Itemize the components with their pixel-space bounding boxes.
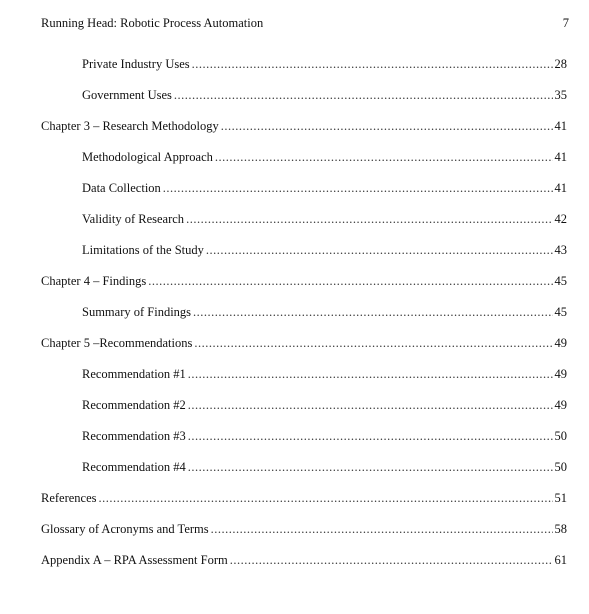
toc-entry-page: 58 xyxy=(554,522,567,536)
toc-entry-label: Methodological Approach xyxy=(82,150,213,164)
toc-entry[interactable] xyxy=(82,88,567,103)
toc-entry-page: 49 xyxy=(554,398,567,412)
page-number: 7 xyxy=(562,16,569,30)
toc-entry-label: Data Collection xyxy=(82,181,161,195)
toc-entry-page: 45 xyxy=(554,305,567,319)
toc-leader-dots xyxy=(206,243,553,258)
toc-entry-label: Recommendation #4 xyxy=(82,460,186,474)
toc-entry-page: 49 xyxy=(554,336,567,350)
toc-entry[interactable] xyxy=(41,553,567,568)
toc-entry-page: 50 xyxy=(554,429,567,443)
toc-entry[interactable] xyxy=(41,274,567,289)
toc-entry-label: Recommendation #1 xyxy=(82,367,186,381)
toc-leader-dots xyxy=(192,57,553,72)
toc-entry-label: Limitations of the Study xyxy=(82,243,204,257)
toc-entry-page: 28 xyxy=(554,57,567,71)
toc-entry-page: 42 xyxy=(554,212,567,226)
toc-entry-page: 41 xyxy=(554,119,567,133)
toc-entry-label: References xyxy=(41,491,97,505)
toc-entry[interactable] xyxy=(41,522,567,537)
toc-leader-dots xyxy=(188,367,553,382)
toc-leader-dots xyxy=(215,150,553,165)
toc-entry[interactable] xyxy=(82,398,567,413)
toc-entry[interactable] xyxy=(82,367,567,382)
toc-entry[interactable] xyxy=(82,305,567,320)
toc-entry[interactable] xyxy=(82,429,567,444)
toc-entry-page: 49 xyxy=(554,367,567,381)
toc-entry[interactable] xyxy=(82,150,567,165)
toc-entry-page: 61 xyxy=(554,553,567,567)
toc-leader-dots xyxy=(186,212,552,227)
toc-leader-dots xyxy=(148,274,552,289)
toc-entry[interactable] xyxy=(82,181,567,196)
toc-entry-label: Recommendation #2 xyxy=(82,398,186,412)
toc-leader-dots xyxy=(211,522,553,537)
toc-entry[interactable] xyxy=(82,460,567,475)
toc-entry-page: 41 xyxy=(554,181,567,195)
toc-leader-dots xyxy=(174,88,553,103)
toc-entry[interactable] xyxy=(41,119,567,134)
toc-leader-dots xyxy=(188,429,553,444)
toc-leader-dots xyxy=(188,460,553,475)
page-header xyxy=(41,16,569,31)
toc-entry-label: Recommendation #3 xyxy=(82,429,186,443)
running-head: Running Head: Robotic Process Automation xyxy=(41,16,264,30)
toc-leader-dots xyxy=(230,553,553,568)
toc-leader-dots xyxy=(188,398,553,413)
toc-entry-page: 45 xyxy=(554,274,567,288)
toc-entry-label: Glossary of Acronyms and Terms xyxy=(41,522,209,536)
toc-entry[interactable] xyxy=(41,491,567,506)
toc-entry[interactable] xyxy=(82,212,567,227)
toc-leader-dots xyxy=(194,336,552,351)
toc-entry-label: Chapter 5 –Recommendations xyxy=(41,336,193,350)
toc-leader-dots xyxy=(221,119,553,134)
toc-leader-dots xyxy=(163,181,553,196)
toc-entry-label: Validity of Research xyxy=(82,212,185,226)
toc-entry-label: Appendix A – RPA Assessment Form xyxy=(41,553,228,567)
toc-entry[interactable] xyxy=(82,243,567,258)
toc-leader-dots xyxy=(99,491,553,506)
toc-entry-label: Chapter 4 – Findings xyxy=(41,274,147,288)
toc-entry-page: 43 xyxy=(554,243,567,257)
toc-entry-label: Private Industry Uses xyxy=(82,57,190,71)
toc-entry-page: 35 xyxy=(554,88,567,102)
toc-entry-page: 50 xyxy=(554,460,567,474)
toc-entry-label: Government Uses xyxy=(82,88,172,102)
toc-entry-label: Summary of Findings xyxy=(82,305,192,319)
toc-entry-label: Chapter 3 – Research Methodology xyxy=(41,119,219,133)
toc-entry-page: 41 xyxy=(554,150,567,164)
toc-entry-page: 51 xyxy=(554,491,567,505)
toc-entry[interactable] xyxy=(41,336,567,351)
toc-entry[interactable] xyxy=(82,57,567,72)
toc-leader-dots xyxy=(193,305,552,320)
